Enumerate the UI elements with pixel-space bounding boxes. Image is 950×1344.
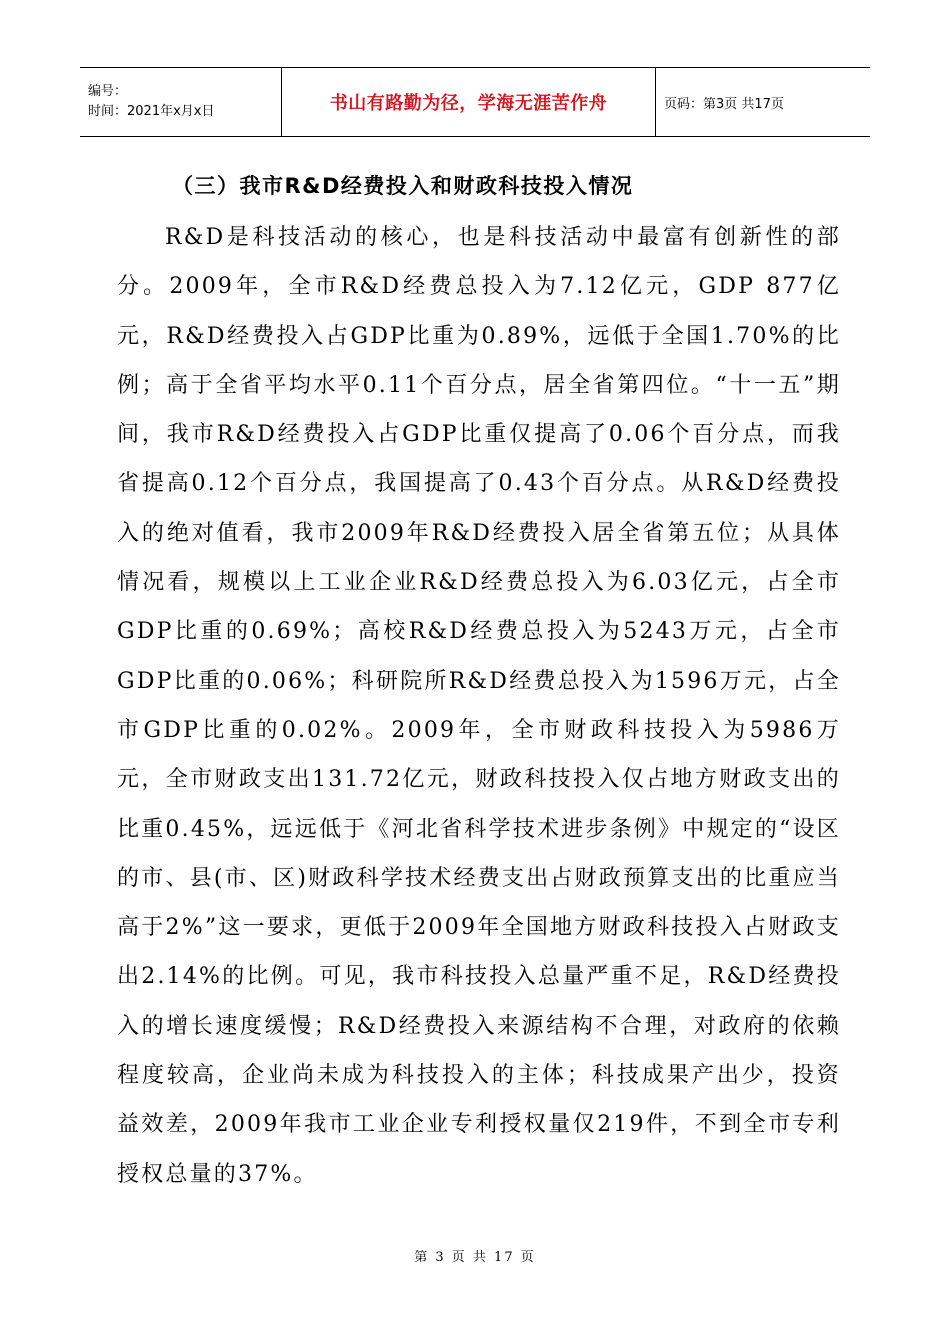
header-meta-cell [80, 68, 282, 136]
header-page-info: 页码：第3页 共17页 [664, 96, 784, 112]
document-time-label: 时间：2021年x月x日 [88, 104, 215, 119]
section-title: （三）我市R&D经费投入和财政科技投入情况 [172, 174, 634, 198]
document-header [80, 67, 870, 137]
header-page-cell [656, 68, 870, 136]
page-footer: 第 3 页 共 17 页 [414, 1250, 536, 1265]
document-number-label: 编号： [88, 84, 128, 99]
header-motto: 书山有路勤为径，学海无涯苦作舟 [329, 93, 608, 114]
body-paragraph: R&D是科技活动的核心，也是科技活动中最富有创新性的部分。2009年，全市R&D经费总投入为7.12亿元，GDP 877亿元，R&D经费投入占GDP比重为0.89%，远低于全国1.70%的比例；高于全省平均水平0.11个百分点，居全省第四位。“十一五”期间，我市R&D经费投入占GDP比重仅提高了0.06个百分点，而我省提高0.12个百分点，我国提高了0.43个百分点。从R&D经费投入的绝对值看，我市2009年R&D经费投入居全省第五位；从具体情况看，规模以上工业企业R&D经费总投入为6.03亿元，占全市GDP比重的0.69%；高校R&D经费总投入为5243万元，占全市GDP比重的0.06%；科研院所R&D经费总投入为1596万元，占全市GDP比重的0.02%。2009年，全市财政科技投入为5986万元，全市财政支出131.72亿元，财政科技投入仅占地方财政支出的比重0.45%，远远低于《河北省科学技术进步条例》中规定的“设区的市、县(市、区)财政科学技术经费支出占财政预算支出的比重应当高于2%”这一要求，更低于2009年全国地方财政科技投入占财政支出2.14%的比例。可见，我市科技投入总量严重不足，R&D经费投入的增长速度缓慢；R&D经费投入来源结构不合理，对政府的依赖程度较高，企业尚未成为科技投入的主体；科技成果产出少，投资益效差，2009年我市工业企业专利授权量仅219件，不到全市专利授权总量的37%。 [117, 225, 841, 1187]
header-motto-cell [282, 68, 656, 136]
